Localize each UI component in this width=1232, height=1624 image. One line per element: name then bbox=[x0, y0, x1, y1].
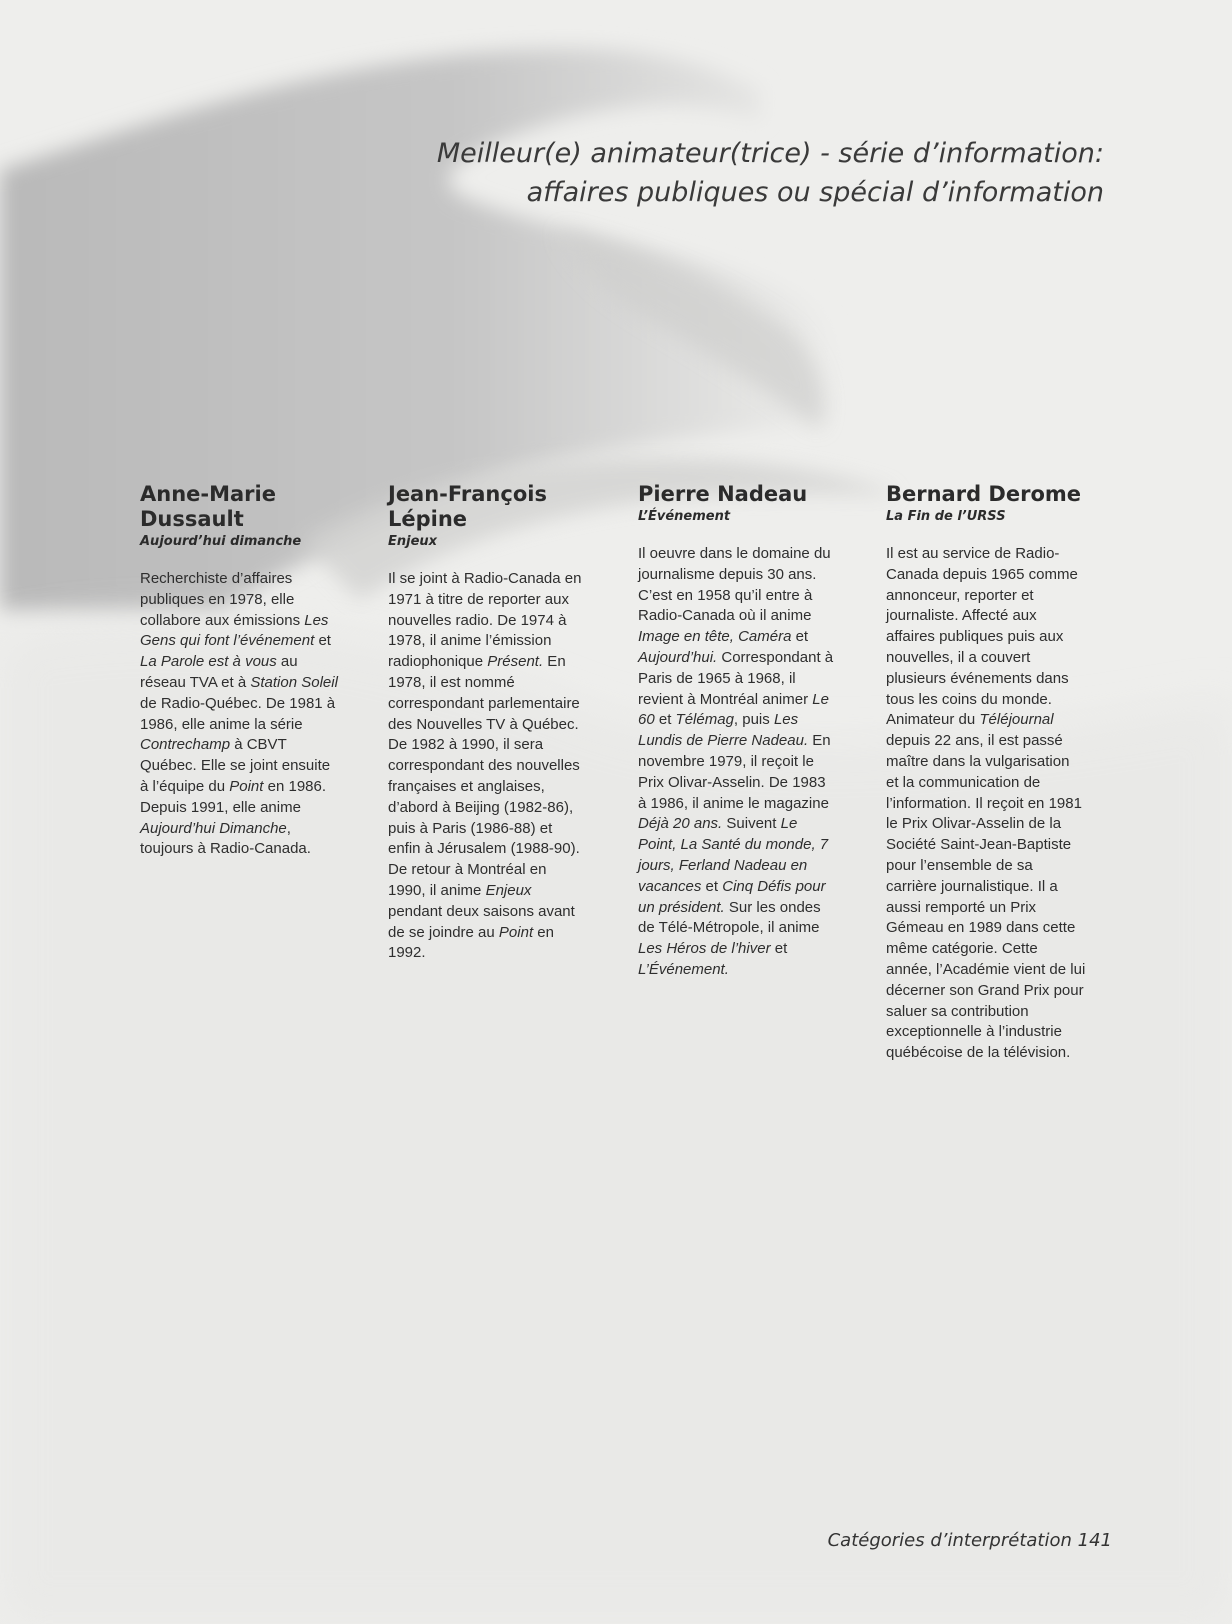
bio-title-italic: La Parole est à vous bbox=[140, 653, 277, 671]
nominee-bio bbox=[140, 569, 340, 860]
nominee-name: Pierre Nadeau bbox=[638, 482, 808, 506]
title-line-2: affaires publiques ou spécial d’information bbox=[526, 177, 1104, 208]
bio-text: Sur les ondes de Télé-Métropole, il anime bbox=[638, 898, 821, 937]
nominee-column-4 bbox=[886, 482, 1086, 1064]
page-title bbox=[437, 134, 1104, 212]
bio-text: Il est au service de Radio-Canada depuis 1965 comme annonceur, reporter et journaliste. Affecté aux affaires publiques puis aux nouvelles, il a couvert plusieurs événements dans tous les coins du monde. Animateur du bbox=[886, 545, 1078, 729]
bio-title-italic: Les Héros de l’hiver bbox=[638, 940, 771, 958]
bio-text: , puis bbox=[733, 711, 774, 729]
nominee-name: Jean-François Lépine bbox=[388, 482, 547, 531]
bio-text: et bbox=[314, 632, 331, 650]
nominee-bio bbox=[638, 544, 838, 981]
bio-text: En 1978, il est nommé correspondant parlementaire des Nouvelles TV à Québec. De 1982 à 1990, il sera correspondant des nouvelles françaises et anglaises, d’abord à Beijing (1982-86), puis à Paris (1986-88) et enfin à Jérusalem (1988-90). De retour à Montréal en 1990, il anime bbox=[388, 653, 580, 899]
bio-text: Il se joint à Radio-Canada en 1971 à titre de reporter aux nouvelles radio. De 1974 à 1978, il anime l’émission radiophonique bbox=[388, 570, 582, 671]
bio-title-italic: Le Point, La Santé du monde, 7 jours, Ferland Nadeau en vacances bbox=[638, 815, 829, 895]
nominee-bio bbox=[886, 544, 1086, 1064]
bio-title-italic: Téléjournal bbox=[979, 711, 1054, 729]
nominee-name: Bernard Derome bbox=[886, 482, 1082, 506]
bio-title-italic: Image en tête, Caméra bbox=[638, 628, 792, 646]
bio-text: au réseau TVA et à bbox=[140, 653, 298, 691]
nominee-column-1 bbox=[140, 482, 340, 860]
bio-title-italic: Point bbox=[229, 777, 264, 795]
bio-text: En novembre 1979, il reçoit le Prix Olivar-Asselin. De 1983 à 1986, il anime le magazine bbox=[638, 732, 831, 812]
nominee-program: La Fin de l’URSS bbox=[886, 509, 1006, 524]
page-number: 141 bbox=[1077, 1530, 1112, 1551]
bio-text: depuis 22 ans, il est passé maître dans la vulgarisation et la communication de l’information. Il reçoit en 1981 le Prix Olivar-Asselin de la Société Saint-Jean-Baptiste pour l’ensemble de sa carrière journalistique. Il a aussi remporté un Prix Gémeau en 1989 dans cette même catégorie. Cette année, l’Académie vient de lui décerner son Grand Prix pour saluer sa contribution exceptionnelle à l’industrie québécoise de la télévision. bbox=[886, 732, 1086, 1062]
bio-title-italic: Télémag bbox=[675, 711, 734, 729]
bio-title-italic: Présent. bbox=[487, 653, 544, 671]
nominee-name: Anne-Marie Dussault bbox=[140, 482, 276, 531]
bio-text: de Radio-Québec. De 1981 à 1986, elle anime la série bbox=[140, 694, 336, 733]
bio-title-italic: Déjà 20 ans. bbox=[638, 815, 723, 833]
bio-title-italic: Les Gens qui font l’événement bbox=[140, 611, 329, 650]
bio-text: Recherchiste d’affaires publiques en 1978, elle collabore aux émissions bbox=[140, 570, 305, 629]
bio-title-italic: Enjeux bbox=[485, 881, 532, 899]
bio-text: pendant deux saisons avant de se joindre au bbox=[388, 902, 575, 941]
bio-title-italic: Cinq Défis pour un président. bbox=[638, 877, 826, 916]
bio-title-italic: Le 60 bbox=[638, 690, 829, 729]
nominee-program: Aujourd’hui dimanche bbox=[140, 534, 302, 549]
bio-title-italic: Aujourd’hui. bbox=[638, 648, 718, 666]
bio-text: et bbox=[701, 877, 723, 895]
bio-title-italic: Station Soleil bbox=[250, 673, 338, 691]
footer-section: Catégories d’interprétation bbox=[827, 1530, 1072, 1551]
bio-text: Correspondant à Paris de 1965 à 1968, il revient à Montréal animer bbox=[638, 648, 834, 708]
bio-title-italic: Point bbox=[498, 923, 534, 941]
bio-title-italic: L’Événement. bbox=[638, 960, 729, 978]
bio-text: à CBVT Québec. Elle se joint ensuite à l’équipe du bbox=[140, 736, 331, 795]
bio-title-italic: Contrechamp bbox=[140, 736, 231, 754]
bio-text: Suivent bbox=[722, 815, 781, 833]
bio-title-italic: Aujourd’hui Dimanche bbox=[140, 819, 287, 837]
bio-text: et bbox=[791, 628, 809, 646]
title-line-1: Meilleur(e) animateur(trice) - série d’information: bbox=[436, 138, 1104, 169]
bio-text: , toujours à Radio-Canada. bbox=[140, 819, 311, 858]
bio-text: et bbox=[770, 940, 788, 958]
nominee-program: Enjeux bbox=[388, 534, 438, 549]
bio-text: en 1986. Depuis 1991, elle anime bbox=[140, 777, 327, 816]
nominee-bio bbox=[388, 569, 588, 964]
nominee-column-2 bbox=[388, 482, 588, 964]
nominee-program: L’Événement bbox=[638, 509, 731, 524]
bio-text: Il oeuvre dans le domaine du journalisme depuis 30 ans. C’est en 1958 qu’il entre à Radio-Canada où il anime bbox=[638, 545, 831, 625]
bio-text: et bbox=[654, 711, 676, 729]
nominee-column-3 bbox=[638, 482, 838, 981]
page-footer bbox=[828, 1530, 1112, 1551]
bio-text: en 1992. bbox=[388, 923, 554, 962]
bio-title-italic: Les Lundis de Pierre Nadeau. bbox=[638, 711, 809, 750]
